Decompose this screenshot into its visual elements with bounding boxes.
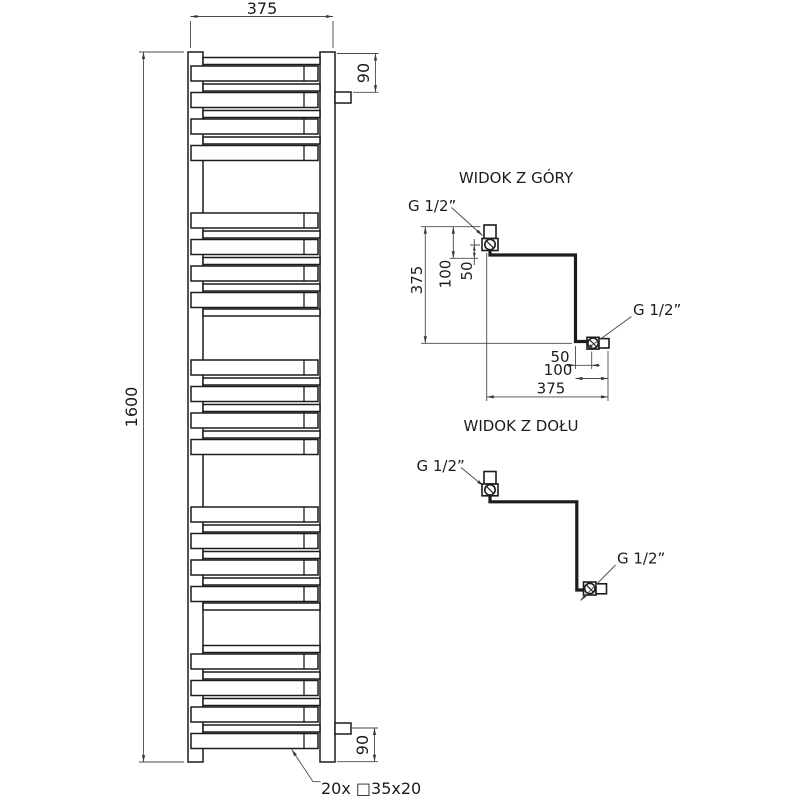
connector-bar: [203, 603, 320, 610]
rung: [191, 66, 318, 81]
arrow-down-icon: [424, 336, 427, 343]
bottom-375-label: 375: [536, 379, 566, 398]
arrow-up-icon: [374, 54, 377, 61]
arrow-left-icon: [592, 364, 599, 367]
bottom-100-label: 100: [543, 361, 573, 379]
bottom-view-right-fitting-label: G 1/2”: [617, 549, 666, 568]
rung: [191, 146, 318, 161]
arrow-down-icon: [374, 85, 377, 92]
rung: [191, 654, 318, 669]
arrow-left-icon: [487, 395, 494, 398]
connector-bar: [203, 258, 320, 265]
arrow-down-icon: [452, 251, 455, 258]
rung: [191, 681, 318, 696]
leader-arrow-icon: [292, 750, 297, 757]
pipe-outline: [490, 496, 584, 590]
arrow-right-icon: [601, 395, 608, 398]
rung: [191, 707, 318, 722]
offset-50-label: 50: [458, 261, 476, 281]
height-dimension: [122, 52, 184, 762]
connector-bar: [203, 431, 320, 438]
bottom-view-left-fitting-label: G 1/2”: [416, 457, 465, 475]
arrow-up-icon: [452, 227, 455, 234]
bottom-view-title: WIDOK Z DOŁU: [463, 417, 579, 435]
depth-dim-label: 375: [408, 265, 426, 295]
arrow-right-icon: [601, 377, 608, 380]
arrow-left-icon: [191, 15, 198, 18]
rung: [191, 534, 318, 549]
arrow-up-icon: [142, 52, 145, 59]
connector-bar: [203, 309, 320, 316]
rung-profile-callout: [292, 750, 422, 799]
top-view-title: WIDOK Z GÓRY: [458, 169, 574, 187]
valve-stem: [599, 339, 609, 348]
connector-bar: [203, 231, 320, 238]
valve-stem: [484, 225, 496, 239]
connector-bar: [203, 111, 320, 118]
connector-bar: [203, 405, 320, 412]
connector-bar: [203, 84, 320, 91]
arrow-up-icon: [473, 245, 476, 251]
rung: [191, 119, 318, 134]
bottom-50-label: 50: [550, 348, 570, 366]
rung: [191, 360, 318, 375]
height-dim-label: 1600: [122, 386, 141, 428]
top-connection-stub: [335, 92, 351, 103]
connector-bar: [203, 699, 320, 706]
rung: [191, 240, 318, 255]
rung: [191, 93, 318, 108]
connector-bar: [203, 672, 320, 679]
rung: [191, 507, 318, 522]
rung: [191, 293, 318, 308]
offset-50-dimension: [458, 239, 480, 281]
dimension-lines: [139, 52, 184, 762]
rung: [191, 560, 318, 575]
top-view-left-fitting-label: G 1/2”: [408, 197, 457, 215]
arrow-left-icon: [576, 377, 583, 380]
arrow-right-icon: [326, 15, 333, 18]
rung-profile-label: 20x □35x20: [321, 779, 422, 798]
rungs-layer: [191, 58, 320, 749]
arrow-down-icon: [473, 253, 476, 258]
bottom-connection-stub: [335, 723, 351, 734]
width-dim-label: 375: [246, 0, 278, 18]
rung: [191, 734, 318, 749]
dimension-lines: [191, 17, 334, 49]
connector-bar: [203, 378, 320, 385]
offset-100-label: 100: [436, 259, 455, 289]
front-view: [122, 0, 421, 798]
connector-bar: [203, 646, 320, 653]
pipe-outline: [490, 251, 587, 342]
arrow-down-icon: [142, 755, 145, 762]
connector-bar: [203, 578, 320, 585]
bottom-stub-dim-label: 90: [353, 734, 372, 756]
arrow-up-icon: [424, 227, 427, 234]
rung: [191, 387, 318, 402]
top-view: [408, 168, 681, 401]
rung: [191, 587, 318, 602]
rung: [191, 440, 318, 455]
arrow-up-icon: [373, 728, 376, 735]
connector-bar: [203, 137, 320, 144]
width-dimension: [191, 0, 334, 48]
connector-bar: [203, 58, 320, 65]
top-stub-dim-label: 90: [354, 62, 373, 84]
connector-bar: [203, 725, 320, 732]
rung: [191, 413, 318, 428]
rung: [191, 266, 318, 281]
valve-stem: [596, 584, 607, 594]
arrow-down-icon: [373, 755, 376, 762]
top-view-right-fitting-label: G 1/2”: [633, 301, 682, 319]
valve-stem: [484, 472, 496, 485]
connector-bar: [203, 284, 320, 291]
connector-bar: [203, 552, 320, 559]
dimension-lines: [470, 239, 480, 265]
rung: [191, 213, 318, 228]
bottom-view: [417, 417, 666, 601]
right-collector-rail: [320, 52, 335, 762]
connector-bar: [203, 525, 320, 532]
top-stub-dimension: [337, 54, 379, 93]
